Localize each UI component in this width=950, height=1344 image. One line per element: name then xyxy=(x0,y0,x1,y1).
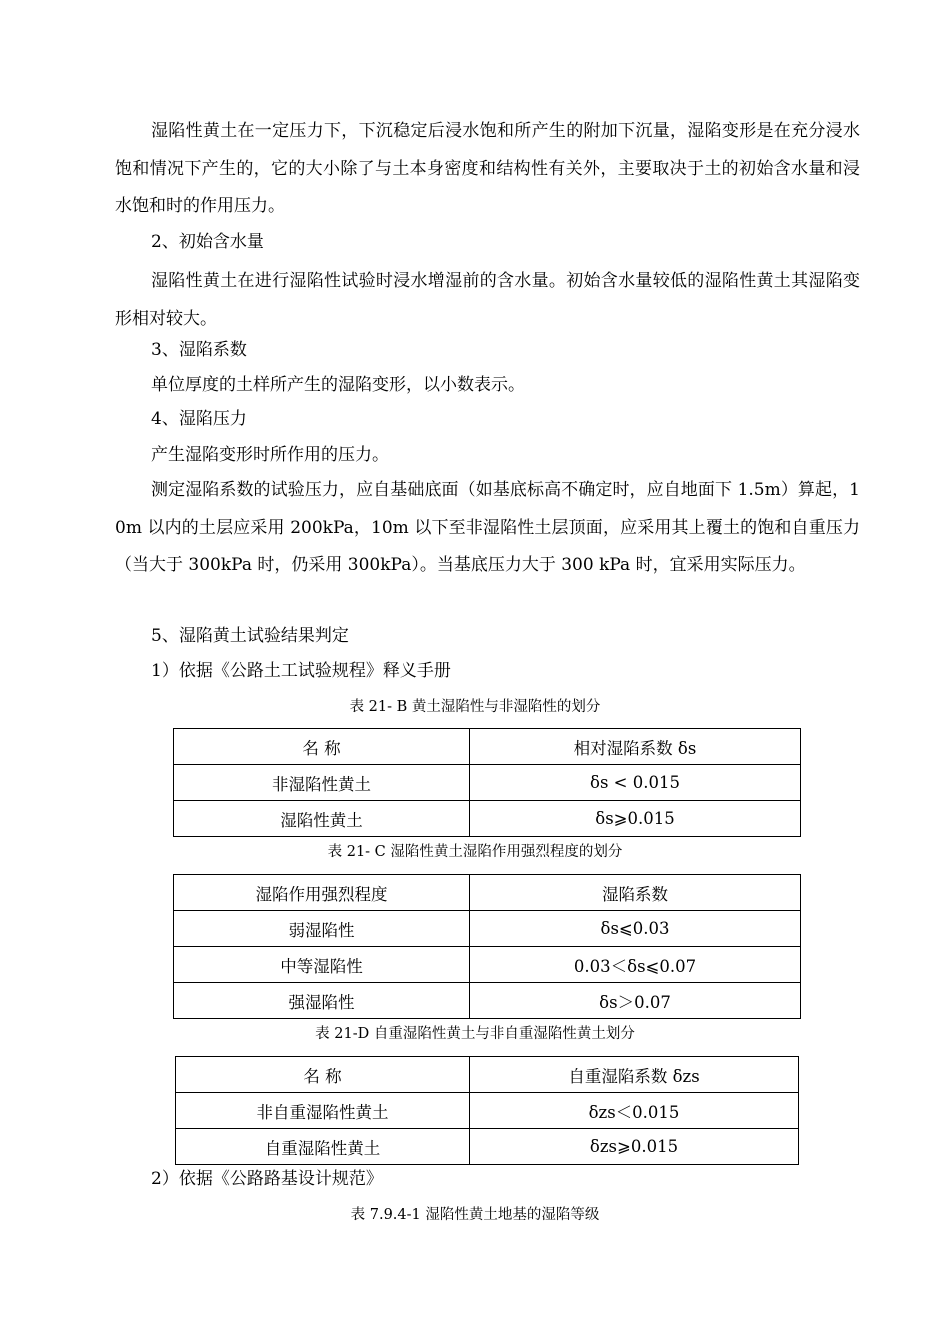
heading-basis-subgrade-code: 2）依据《公路路基设计规范》 xyxy=(151,1169,383,1189)
table-cell: 0.03＜δs⩽0.07 xyxy=(470,947,801,983)
table-header-cell: 自重湿陷系数 δzs xyxy=(470,1057,799,1093)
table-21c xyxy=(173,874,801,1019)
heading-basis-test-manual: 1）依据《公路土工试验规程》释义手册 xyxy=(151,661,451,681)
table-cell: 强湿陷性 xyxy=(174,983,470,1019)
table-cell: 中等湿陷性 xyxy=(174,947,470,983)
table-cell: δzs＜0.015 xyxy=(470,1093,799,1129)
table-cell: 非湿陷性黄土 xyxy=(174,765,470,801)
table-794-caption: 表 7.9.4-1 湿陷性黄土地基的湿陷等级 xyxy=(350,1207,600,1223)
table-header-row xyxy=(174,875,801,911)
table-row xyxy=(174,911,801,947)
table-21c-caption: 表 21- C 湿陷性黄土湿陷作用强烈程度的划分 xyxy=(327,844,623,860)
paragraph-collapse-deformation: 湿陷性黄土在一定压力下，下沉稳定后浸水饱和所产生的附加下沉量，湿陷变形是在充分浸水饱和情况下产生的，它的大小除了与土本身密度和结构性有关外，主要取决于土的初始含水量和浸水饱和时的作用压力。 xyxy=(115,121,860,216)
table-row xyxy=(176,1093,799,1129)
table-header-cell: 名 称 xyxy=(176,1057,470,1093)
table-cell: 非自重湿陷性黄土 xyxy=(176,1093,470,1129)
table-cell: δs＞0.07 xyxy=(470,983,801,1019)
heading-initial-water-content: 2、初始含水量 xyxy=(151,232,264,252)
paragraph-initial-water-content: 湿陷性黄土在进行湿陷性试验时浸水增湿前的含水量。初始含水量较低的湿陷性黄土其湿陷变形相对较大。 xyxy=(115,271,860,329)
table-row xyxy=(174,801,801,837)
table-cell: δs⩾0.015 xyxy=(470,801,801,837)
paragraph-collapse-pressure: 产生湿陷变形时所作用的压力。 xyxy=(151,445,389,465)
table-row xyxy=(174,983,801,1019)
table-header-row xyxy=(176,1057,799,1093)
table-cell: 湿陷性黄土 xyxy=(174,801,470,837)
paragraph-collapse-coefficient: 单位厚度的土样所产生的湿陷变形，以小数表示。 xyxy=(151,375,525,395)
heading-collapse-pressure: 4、湿陷压力 xyxy=(151,409,247,429)
table-header-cell: 湿陷作用强烈程度 xyxy=(174,875,470,911)
table-header-cell: 湿陷系数 xyxy=(470,875,801,911)
heading-collapse-coefficient: 3、湿陷系数 xyxy=(151,340,247,360)
table-row xyxy=(174,947,801,983)
table-header-cell: 名 称 xyxy=(174,729,470,765)
table-header-cell: 相对湿陷系数 δs xyxy=(470,729,801,765)
table-21d-caption: 表 21-D 自重湿陷性黄土与非自重湿陷性黄土划分 xyxy=(315,1026,635,1042)
table-21d xyxy=(175,1056,799,1165)
table-21b-caption: 表 21- B 黄土湿陷性与非湿陷性的划分 xyxy=(349,699,601,715)
table-row xyxy=(174,765,801,801)
table-cell: 弱湿陷性 xyxy=(174,911,470,947)
paragraph-test-pressure: 测定湿陷系数的试验压力，应自基础底面（如基底标高不确定时，应自地面下 1.5m）算起，10m 以内的土层应采用 200kPa，10m 以下至非湿陷性土层顶面，应采用其上覆土的饱和自重压力（当大于 300kPa 时，仍采用 300kPa）。当基底压力大于 300 kPa 时，宜采用实际压力。 xyxy=(115,480,860,575)
heading-result-judgment: 5、湿陷黄土试验结果判定 xyxy=(151,626,349,646)
table-row xyxy=(176,1129,799,1165)
table-cell: δzs⩾0.015 xyxy=(470,1129,799,1165)
table-header-row xyxy=(174,729,801,765)
table-cell: 自重湿陷性黄土 xyxy=(176,1129,470,1165)
table-cell: δs⩽0.03 xyxy=(470,911,801,947)
table-cell: δs < 0.015 xyxy=(470,765,801,801)
table-21b xyxy=(173,728,801,837)
